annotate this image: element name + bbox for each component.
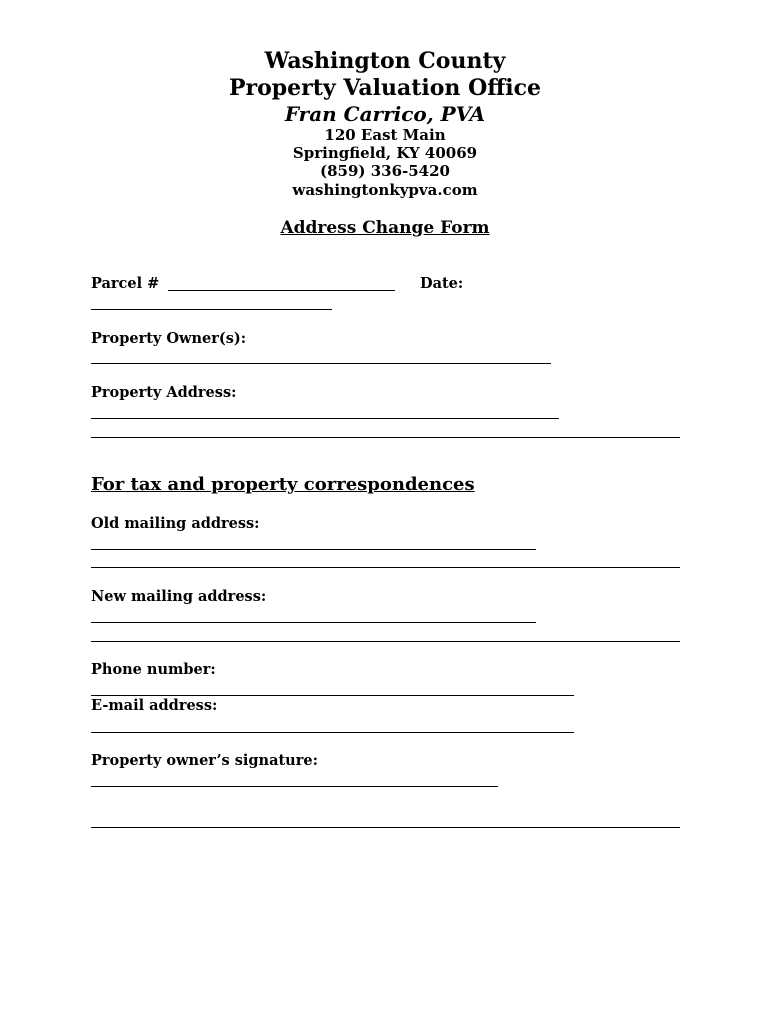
owners-field[interactable]	[91, 363, 551, 364]
new-mailing-field-2[interactable]	[91, 641, 680, 642]
new-mailing-field-1[interactable]	[91, 622, 536, 623]
date-field[interactable]	[91, 309, 332, 310]
new-mailing-label: New mailing address:	[91, 588, 267, 605]
property-address-field-1[interactable]	[91, 418, 559, 419]
old-mailing-field-2[interactable]	[91, 567, 680, 568]
parcel-label: Parcel #	[91, 275, 160, 292]
owners-label: Property Owner(s):	[91, 330, 247, 347]
correspondence-section-title: For tax and property correspondences	[91, 474, 475, 495]
property-address-label: Property Address:	[91, 384, 237, 401]
email-label: E-mail address:	[91, 697, 218, 714]
office-website: washingtonkypva.com	[292, 181, 478, 199]
property-address-field-2[interactable]	[91, 437, 680, 438]
old-mailing-field-1[interactable]	[91, 549, 536, 550]
county-title: Washington County	[264, 48, 506, 74]
phone-field[interactable]	[91, 695, 574, 696]
city-state-zip: Springfield, KY 40069	[292, 144, 478, 162]
parcel-field[interactable]	[168, 290, 395, 291]
phone-label: Phone number:	[91, 661, 216, 678]
street-address: 120 East Main	[324, 126, 446, 144]
signature-field[interactable]	[91, 786, 498, 787]
pva-name: Fran Carrico, PVA	[284, 102, 486, 126]
signature-label: Property owner’s signature:	[91, 752, 318, 769]
date-label: Date:	[420, 275, 464, 292]
office-title: Property Valuation Office	[228, 75, 542, 101]
old-mailing-label: Old mailing address:	[91, 515, 260, 532]
form-title: Address Change Form	[280, 218, 490, 238]
signature-extra-line[interactable]	[91, 827, 680, 828]
office-phone: (859) 336-5420	[319, 162, 450, 180]
email-field[interactable]	[91, 732, 574, 733]
